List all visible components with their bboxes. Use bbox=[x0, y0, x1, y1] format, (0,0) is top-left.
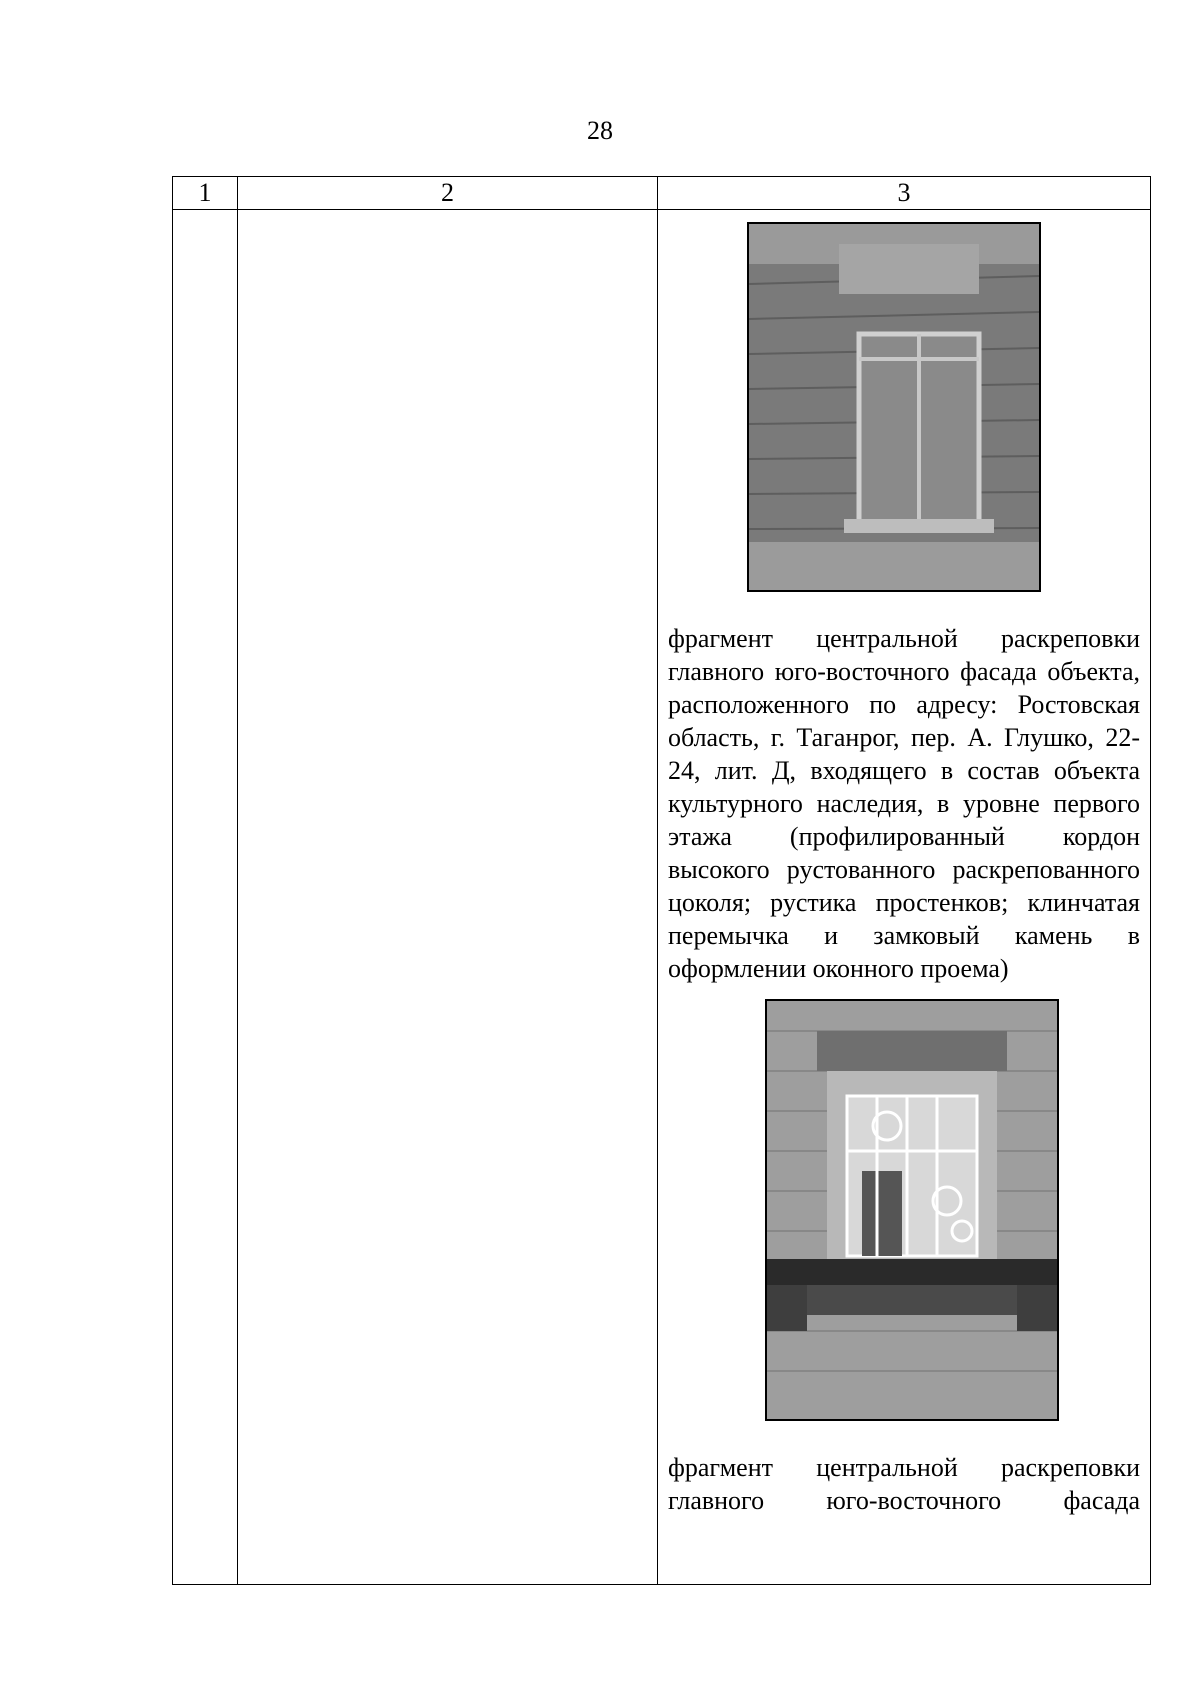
cell-col-2 bbox=[238, 210, 658, 1585]
content-table bbox=[172, 176, 1151, 1585]
header-col-3: 3 bbox=[658, 177, 1151, 210]
photo-caption: фрагмент центральной раскреповки главного юго-восточного фасада объекта, расположенного по адресу: Ростовская область, г. Таганрог, пер. А. Глушко, 22-24, лит. Д, входящего в состав объекта культурного наследия, в уровне первого этажа (профилированный кордон высокого рустованного раскрепованного цоколя; рустика простенков; клинчатая перемычка и замковый камень в оформлении оконного проема) bbox=[668, 624, 1140, 983]
header-col-1: 1 bbox=[173, 177, 238, 210]
header-row bbox=[173, 177, 1151, 210]
window-grille-photo bbox=[765, 999, 1059, 1421]
header-col-2: 2 bbox=[238, 177, 658, 210]
window-facade-photo bbox=[747, 222, 1041, 592]
page-number: 28 bbox=[587, 116, 613, 145]
cell-col-1 bbox=[173, 210, 238, 1585]
photo-caption: фрагмент центральной раскреповки главного юго-восточного фасада bbox=[668, 1453, 1140, 1515]
table-row bbox=[173, 210, 1151, 1585]
cell-col-3 bbox=[658, 210, 1151, 1585]
